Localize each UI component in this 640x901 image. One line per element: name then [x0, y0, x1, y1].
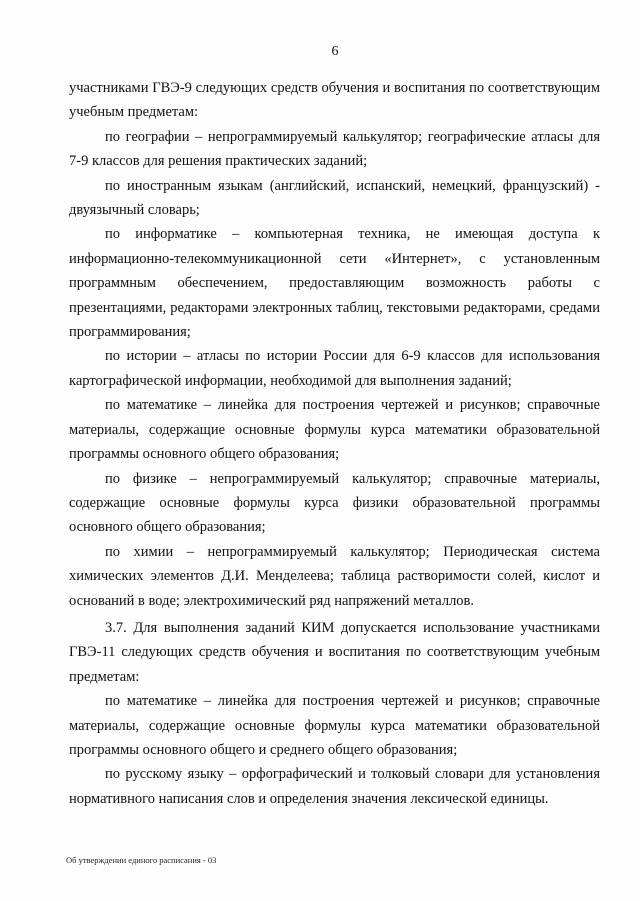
paragraph-foreign-languages: по иностранным языкам (английский, испанский, немецкий, французский) - двуязычный словарь; [69, 177, 600, 219]
paragraph-geography: по географии – непрограммируемый калькулятор; географические атласы для 7-9 классов для решения практических заданий; [69, 128, 600, 170]
document-body [69, 76, 600, 811]
paragraph-russian-language: по русскому языку – орфографический и толковый словари для установления нормативного написания слов и определения значения лексической единицы. [69, 766, 600, 807]
paragraph-section-3-7: 3.7. Для выполнения заданий КИМ допускается использование участниками ГВЭ-11 следующих средств обучения и воспитания по соответствующим учебным предметам: [69, 619, 600, 685]
footer-caption: Об утверждении единого расписания - 03 [66, 855, 217, 865]
paragraph-physics: по физике – непрограммируемый калькулятор; справочные материалы, содержащие основные формулы курса физики образовательной программы основного общего образования; [69, 470, 600, 536]
paragraph-mathematics-9: по математике – линейка для построения чертежей и рисунков; справочные материалы, содержащие основные формулы курса математики образовательной программы основного общего образования; [69, 397, 600, 463]
paragraph-mathematics-11: по математике – линейка для построения чертежей и рисунков; справочные материалы, содержащие основные формулы курса математики образовательной программы основного общего и среднего общего образования; [69, 693, 600, 758]
page-number: 6 [331, 44, 339, 59]
paragraph-history: по истории – атласы по истории России для 6-9 классов для использования картографической информации, необходимой для выполнения заданий; [69, 348, 600, 389]
paragraph-continuation: участниками ГВЭ-9 следующих средств обучения и воспитания по соответствующим учебным предметам: [69, 80, 600, 121]
paragraph-informatics: по информатике – компьютерная техника, не имеющая доступа к информационно-телекоммуникационной сети «Интернет», с установленным программным обеспечением, предоставляющим возможность работы с презентациями, редакторами электронных таблиц, текстовыми редакторами, средами программирования; [69, 226, 600, 341]
paragraph-chemistry: по химии – непрограммируемый калькулятор; Периодическая система химических элементов Д.И. Менделеева; таблица растворимости солей, кислот и оснований в воде; электрохимический ряд напряжений металлов. [69, 543, 600, 609]
